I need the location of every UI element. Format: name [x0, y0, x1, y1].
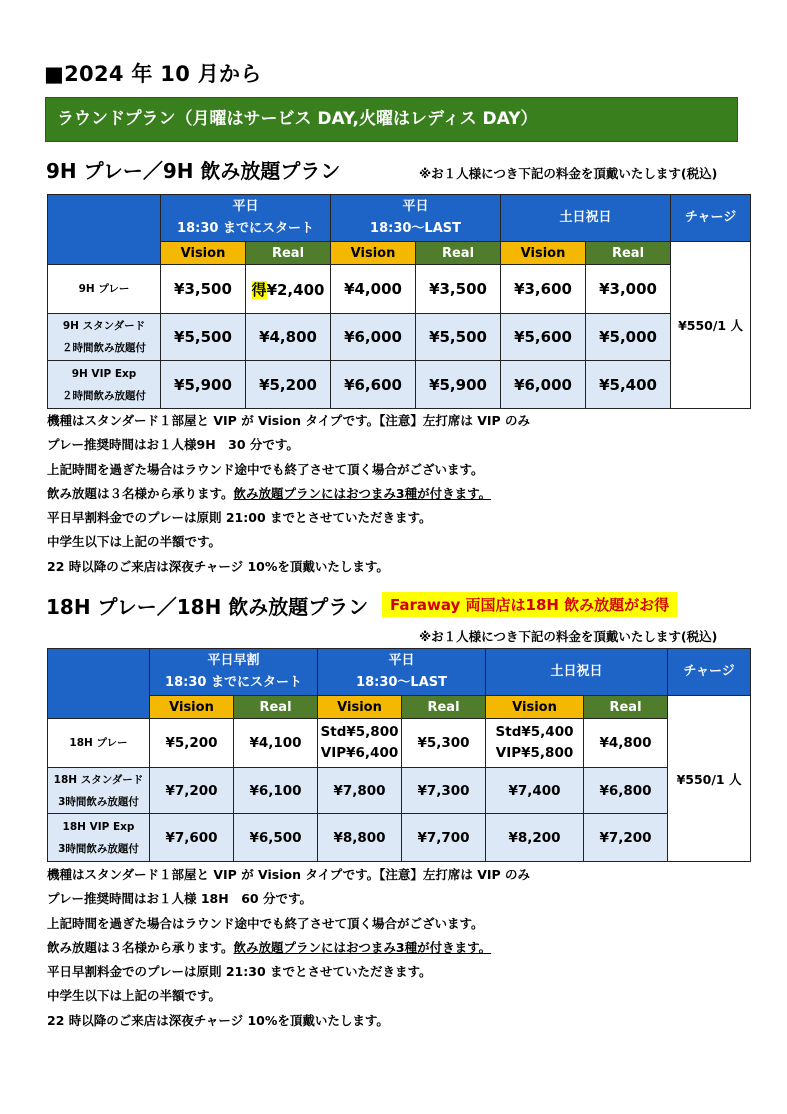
page-title: ■2024 年 10 月から: [44, 62, 262, 86]
real-header: Real: [586, 242, 671, 265]
real-header: Real: [416, 242, 501, 265]
price-cell: ¥6,600: [331, 361, 416, 409]
vision-header: Vision: [318, 696, 402, 719]
real-header: Real: [584, 696, 668, 719]
group-name: 土日祝日: [559, 210, 612, 225]
table-row: [48, 314, 751, 361]
row-label-name: 18H VIP Exp: [62, 820, 135, 833]
plan-18h-title: 18H プレー／18H 飲み放題プラン: [46, 595, 369, 619]
price-cell: ¥7,200: [584, 814, 668, 862]
price-value: ¥2,400: [266, 280, 325, 299]
group-name: 平日早割: [207, 653, 260, 668]
price-std: Std¥5,800: [320, 724, 399, 740]
column-group-header: [486, 649, 668, 696]
price-cell: ¥6,500: [234, 814, 318, 862]
price-cell: ¥5,300: [402, 719, 486, 768]
table-row: [48, 768, 751, 814]
vision-header: Vision: [501, 242, 586, 265]
column-group-header: [331, 195, 501, 242]
price-cell: ¥3,500: [161, 265, 246, 314]
price-cell: ¥7,800: [318, 768, 402, 814]
price-cell: ¥3,500: [416, 265, 501, 314]
note-underlined: 飲み放題プランにはおつまみ3種が付きます。: [233, 939, 492, 955]
real-header: Real: [246, 242, 331, 265]
group-name: 平日: [232, 199, 259, 214]
price-cell: ¥7,700: [402, 814, 486, 862]
price-cell: ¥5,900: [416, 361, 501, 409]
group-name: 平日: [388, 653, 415, 668]
promo-badge: Faraway 両国店は18H 飲み放題がお得: [382, 592, 677, 617]
note-line: 平日早割料金でのプレーは原則 21:00 までとさせていただきます。: [47, 510, 432, 526]
price-vip: VIP¥6,400: [320, 745, 399, 761]
row-label: [48, 768, 150, 814]
vision-header: Vision: [161, 242, 246, 265]
price-cell: ¥4,100: [234, 719, 318, 768]
price-cell: ¥5,500: [161, 314, 246, 361]
plan-9h-tax-note: ※お１人様につき下記の料金を頂戴いたします(税込): [419, 166, 718, 181]
row-label: 9H プレー: [48, 265, 161, 314]
price-cell: ¥3,600: [501, 265, 586, 314]
note-text: 飲み放題は３名様から承ります。: [47, 939, 234, 955]
note-line: 22 時以降のご来店は深夜チャージ 10%を頂戴いたします。: [47, 558, 389, 574]
group-time: 18:30～LAST: [356, 675, 447, 690]
price-cell: ¥5,200: [246, 361, 331, 409]
note-line: 中学生以下は上記の半額です。: [47, 534, 222, 550]
price-cell: ¥4,800: [584, 719, 668, 768]
price-cell: ¥7,400: [486, 768, 584, 814]
table-row: [48, 265, 751, 314]
table-row: [48, 361, 751, 409]
row-label-sub: 3時間飲み放題付: [58, 795, 139, 808]
table-row: [48, 719, 751, 768]
deal-mark: 得: [251, 280, 267, 299]
column-group-header: [161, 195, 331, 242]
plan-18h-notes: [47, 863, 530, 1033]
price-cell: ¥3,000: [586, 265, 671, 314]
plan-18h-price-table: [47, 648, 751, 862]
note-line: 中学生以下は上記の半額です。: [47, 988, 222, 1004]
price-cell: ¥6,800: [584, 768, 668, 814]
price-cell: ¥7,300: [402, 768, 486, 814]
plan-9h-price-table: [47, 194, 751, 409]
charge-header: チャージ: [668, 649, 751, 696]
note-line: プレー推奨時間はお１人様 18H 60 分です。: [47, 891, 312, 907]
group-time: 18:30 までにスタート: [177, 221, 314, 236]
vision-header: Vision: [486, 696, 584, 719]
note-line: 22 時以降のご来店は深夜チャージ 10%を頂戴いたします。: [47, 1012, 389, 1028]
group-time: 18:30～LAST: [370, 221, 461, 236]
table-row: [48, 814, 751, 862]
charge-cell: ¥550/1 人: [671, 242, 751, 409]
note-line: 平日早割料金でのプレーは原則 21:30 までとさせていただきます。: [47, 964, 432, 980]
charge-header: チャージ: [671, 195, 751, 242]
table-corner: [48, 649, 150, 719]
price-cell: ¥5,900: [161, 361, 246, 409]
price-cell: ¥5,600: [501, 314, 586, 361]
price-cell: ¥6,000: [331, 314, 416, 361]
row-label-name: 9H スタンダード: [62, 320, 146, 332]
row-label: [48, 314, 161, 361]
price-cell: ¥6,000: [501, 361, 586, 409]
price-cell: ¥5,200: [150, 719, 234, 768]
vision-header: Vision: [150, 696, 234, 719]
note-line: 機種はスタンダード１部屋と VIP が Vision タイプです。【注意】左打席は VIP のみ: [47, 413, 531, 428]
note-line: [47, 482, 530, 506]
row-label-name: 18H スタンダード: [53, 773, 144, 786]
note-line: 上記時間を過ぎた場合はラウンド途中でも終了させて頂く場合がございます。: [47, 915, 484, 931]
price-cell: ¥8,200: [486, 814, 584, 862]
price-vip: VIP¥5,800: [495, 745, 574, 761]
note-text: 飲み放題は３名様から承ります。: [47, 485, 234, 501]
price-cell: ¥7,200: [150, 768, 234, 814]
price-cell: [246, 265, 331, 314]
column-group-header: [150, 649, 318, 696]
real-header: Real: [234, 696, 318, 719]
note-underlined: 飲み放題プランにはおつまみ3種が付きます。: [233, 485, 492, 501]
plan-9h-title: 9H プレー／9H 飲み放題プラン: [46, 159, 341, 183]
price-cell: ¥8,800: [318, 814, 402, 862]
vision-header: Vision: [331, 242, 416, 265]
row-label: 18H プレー: [48, 719, 150, 768]
plan-9h-notes: [47, 409, 530, 579]
price-cell: ¥5,400: [586, 361, 671, 409]
price-std: Std¥5,400: [495, 724, 574, 740]
note-line: [47, 936, 530, 960]
note-line: 機種はスタンダード１部屋と VIP が Vision タイプです。【注意】左打席は VIP のみ: [47, 867, 531, 882]
group-name: 平日: [402, 199, 429, 214]
row-label-name: 9H VIP Exp: [71, 367, 137, 380]
row-label-sub: 3時間飲み放題付: [58, 842, 139, 855]
price-cell: ¥5,000: [586, 314, 671, 361]
price-cell: ¥6,100: [234, 768, 318, 814]
row-label: [48, 814, 150, 862]
price-cell: ¥4,000: [331, 265, 416, 314]
row-label: [48, 361, 161, 409]
column-group-header: [318, 649, 486, 696]
row-label-sub: ２時間飲み放題付: [62, 342, 146, 354]
real-header: Real: [402, 696, 486, 719]
row-label-sub: ２時間飲み放題付: [62, 389, 146, 402]
charge-cell: ¥550/1 人: [668, 696, 751, 862]
note-line: プレー推奨時間はお１人様9H 30 分です。: [47, 437, 299, 453]
price-cell: [318, 719, 402, 768]
price-cell: ¥5,500: [416, 314, 501, 361]
table-corner: [48, 195, 161, 265]
round-plan-banner: ラウンドプラン（月曜はサービス DAY,火曜はレディス DAY）: [45, 97, 738, 142]
group-time: 18:30 までにスタート: [165, 675, 302, 690]
plan-18h-tax-note: ※お１人様につき下記の料金を頂戴いたします(税込): [419, 629, 718, 644]
price-cell: ¥7,600: [150, 814, 234, 862]
price-cell: [486, 719, 584, 768]
column-group-header: [501, 195, 671, 242]
price-cell: ¥4,800: [246, 314, 331, 361]
note-line: 上記時間を過ぎた場合はラウンド途中でも終了させて頂く場合がございます。: [47, 461, 484, 477]
group-name: 土日祝日: [550, 664, 603, 679]
